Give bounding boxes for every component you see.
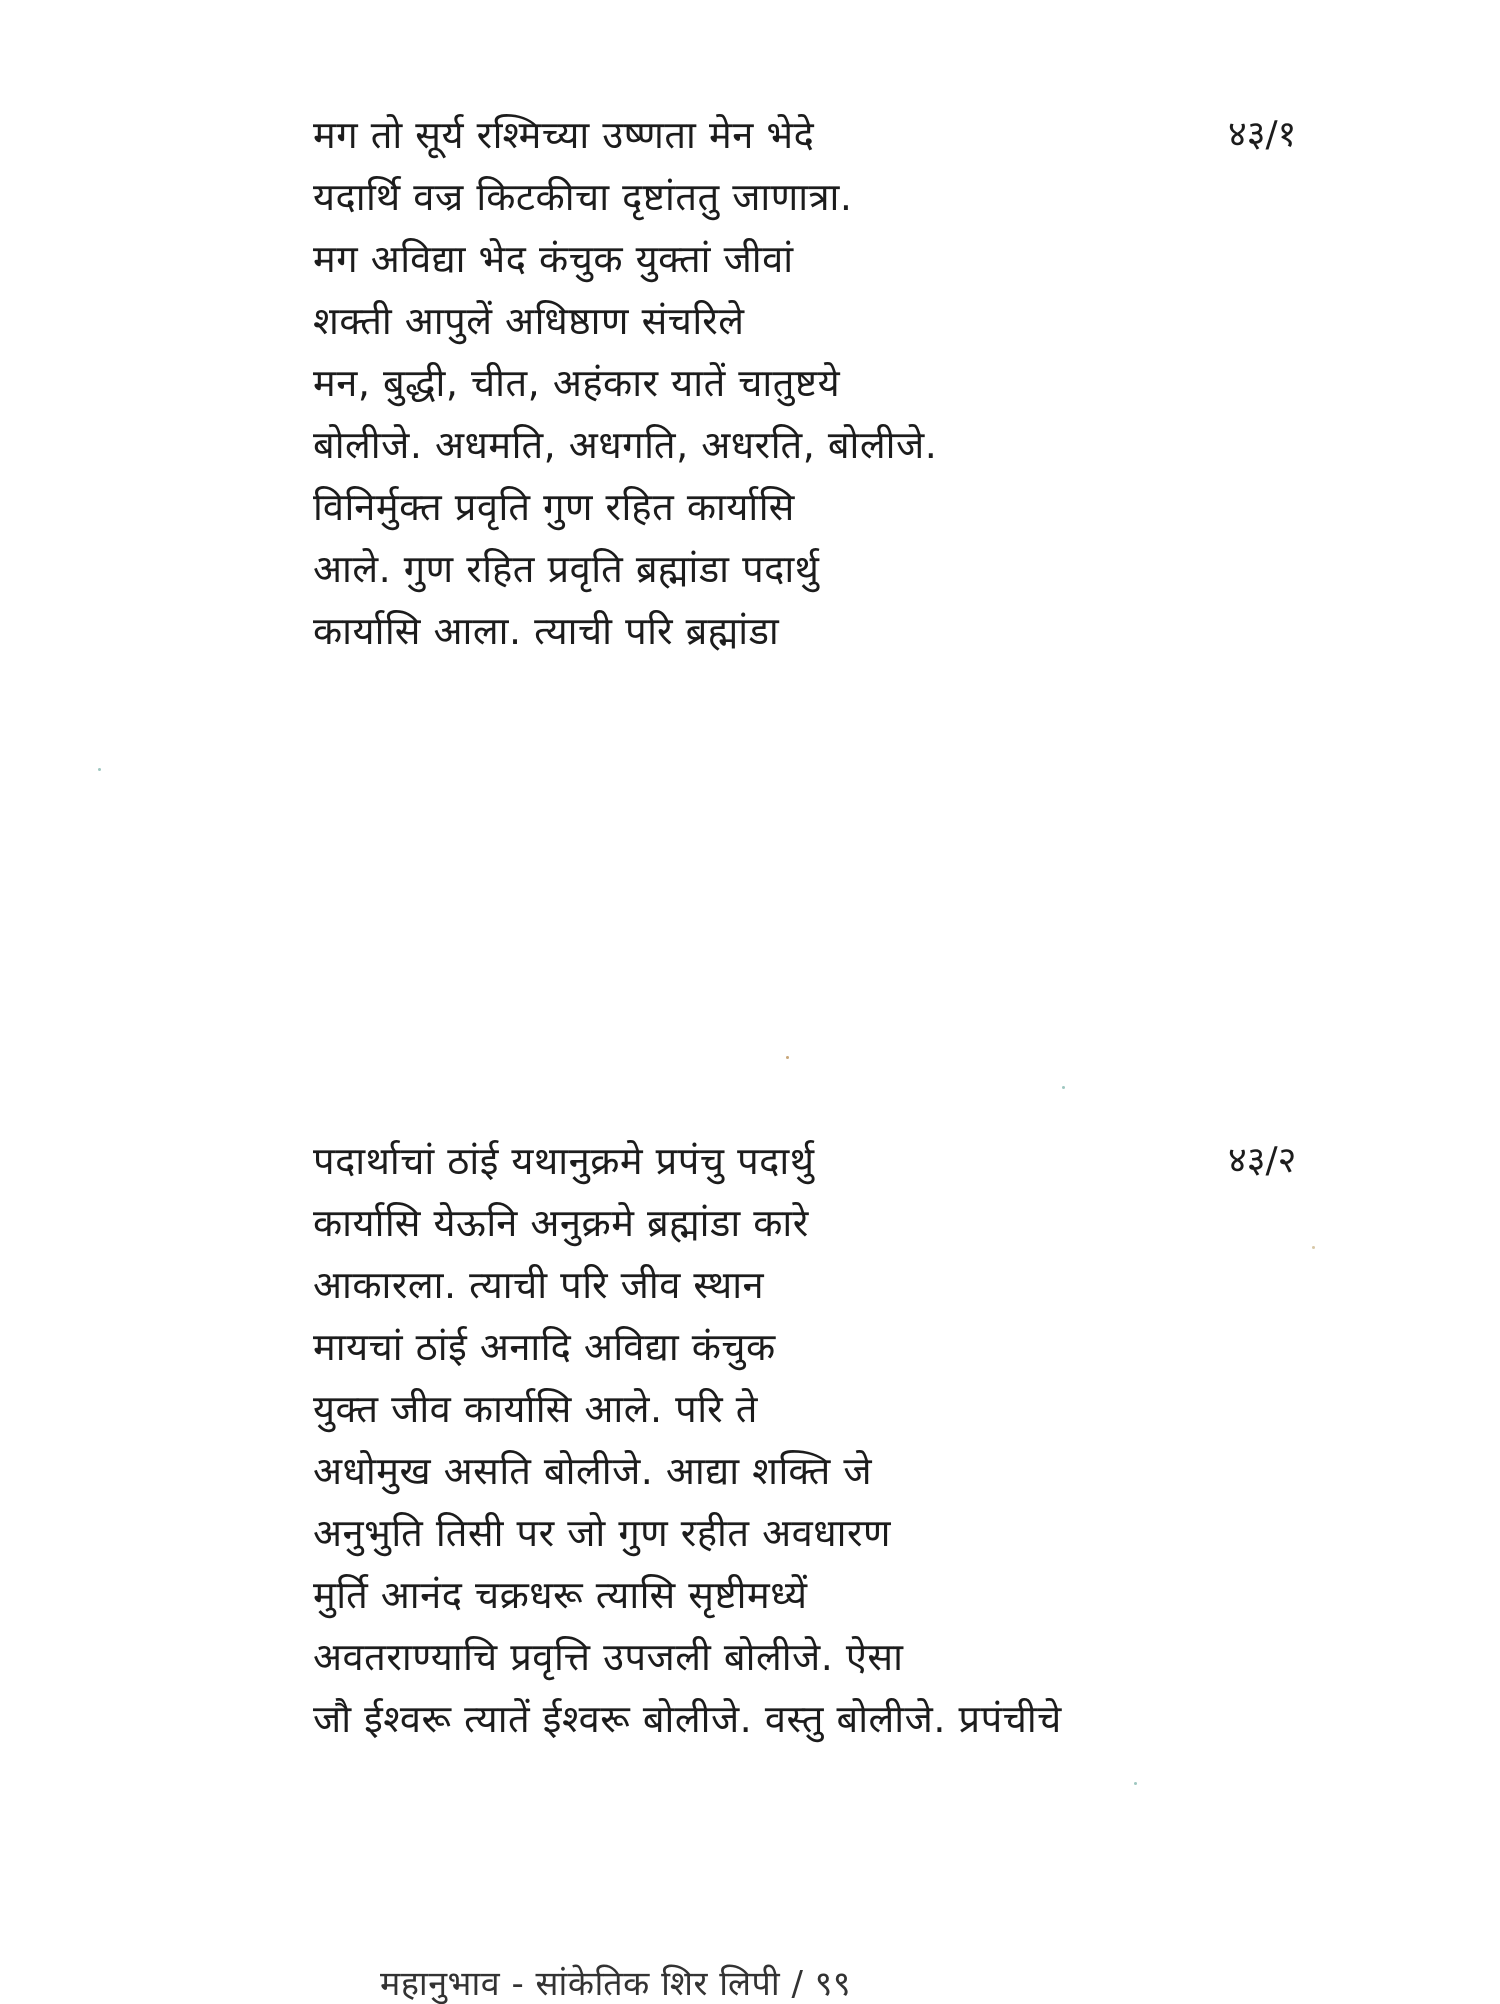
scan-speck: [1134, 1782, 1137, 1785]
passage-2-line-9: अवतराण्याचि प्रवृत्ति उपजली बोलीजे. ऐसा: [313, 1635, 904, 1679]
passage-1-line-6: बोलीजे. अधमति, अधगति, अधरति, बोलीजे.: [313, 423, 938, 467]
passage-1-line-4: शक्ती आपुलें अधिष्ठाण संचरिले: [313, 299, 745, 343]
passage-2-line-3: आकारला. त्याची परि जीव स्थान: [313, 1263, 765, 1307]
page-footer: महानुभाव - सांकेतिक शिर लिपी / ९९: [380, 1964, 852, 2004]
passage-2-reference: ४३/२: [1228, 1140, 1297, 1181]
passage-2-line-7: अनुभुति तिसी पर जो गुण रहीत अवधारण: [313, 1511, 891, 1555]
passage-2-line-2: कार्यासि येऊनि अनुक्रमे ब्रह्मांडा कारे: [313, 1201, 809, 1245]
passage-1-line-8: आले. गुण रहित प्रवृति ब्रह्मांडा पदार्थु: [313, 547, 820, 591]
scan-speck: [786, 1056, 789, 1059]
passage-2-line-6: अधोमुख असति बोलीजे. आद्या शक्ति जे: [313, 1449, 873, 1493]
passage-1-line-5: मन, बुद्धी, चीत, अहंकार यातें चातुष्टये: [313, 361, 841, 405]
passage-1-line-3: मग अविद्या भेद कंचुक युक्तां जीवां: [313, 237, 794, 281]
passage-1-line-2: यदार्थि वज्र किटकीचा दृष्टांततु जाणात्रा.: [313, 175, 853, 219]
scan-speck: [98, 768, 101, 771]
scan-speck: [1062, 1086, 1065, 1089]
passage-2: [313, 1130, 1363, 1750]
passage-1-reference: ४३/१: [1228, 114, 1297, 155]
passage-2-line-4: मायचां ठांई अनादि अविद्या कंचुक: [313, 1325, 776, 1369]
passage-2-line-10: जौ ईश्वरू त्यातें ईश्वरू बोलीजे. वस्तु बोलीजे. प्रपंचीचे: [313, 1697, 1062, 1741]
scan-speck: [1312, 1246, 1315, 1249]
passage-1-line-7: विनिर्मुक्त प्रवृति गुण रहित कार्यासि: [313, 485, 795, 529]
passage-2-line-1: पदार्थाचां ठांई यथानुक्रमे प्रपंचु पदार्थु: [313, 1139, 815, 1183]
passage-1-line-9: कार्यासि आला. त्याची परि ब्रह्मांडा: [313, 609, 780, 653]
passage-1: [313, 104, 1363, 662]
passage-1-line-1: मग तो सूर्य रश्मिच्या उष्णता मेन भेदे: [313, 113, 815, 157]
passage-2-line-5: युक्त जीव कार्यासि आले. परि ते: [313, 1387, 758, 1431]
passage-2-line-8: मुर्ति आनंद चक्रधरू त्यासि सृष्टीमध्यें: [313, 1573, 808, 1617]
